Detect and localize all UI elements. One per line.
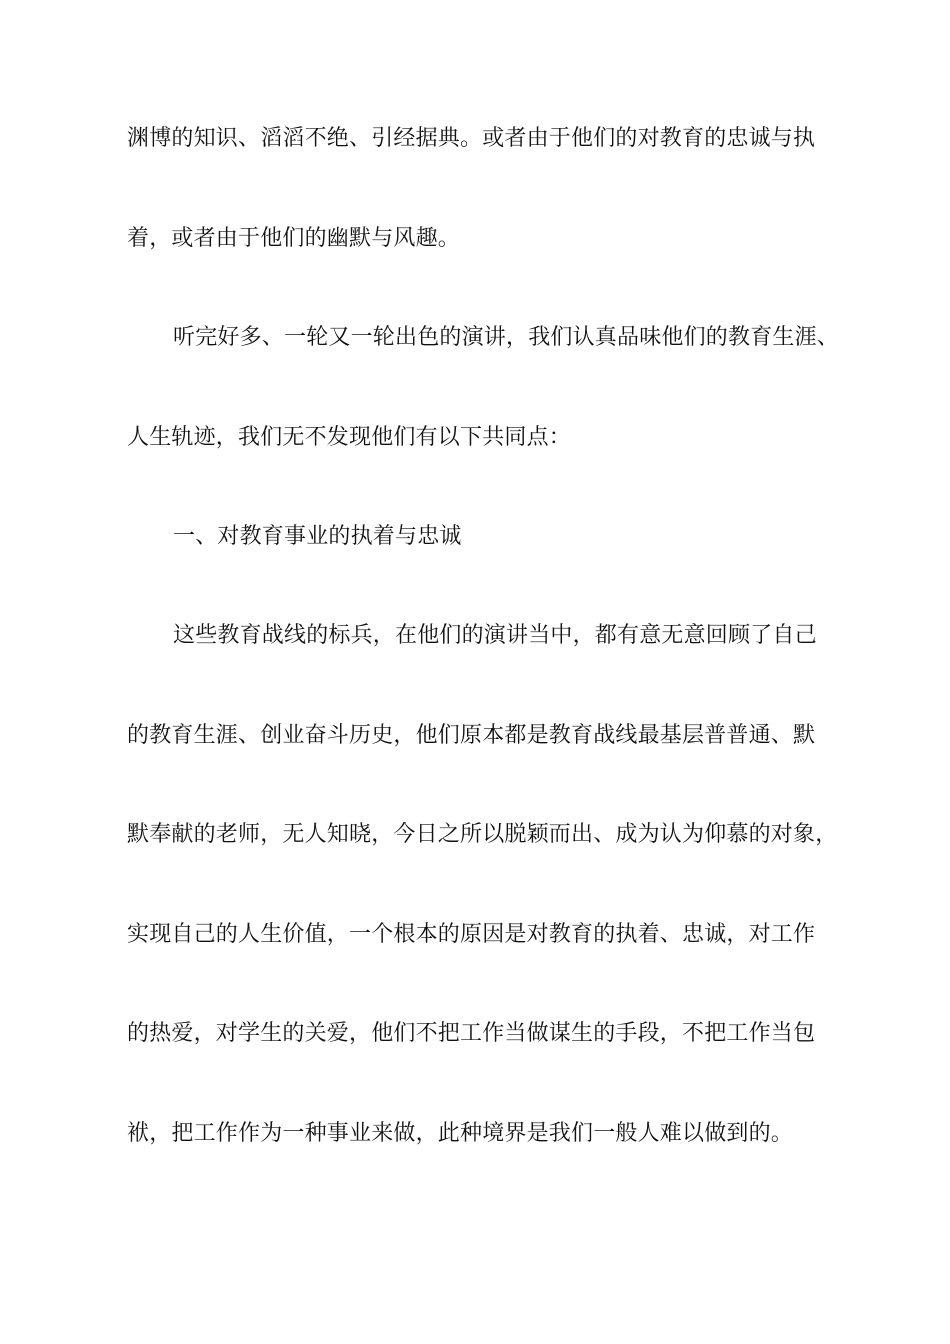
paragraph-line: 着，或者由于他们的幽默与风趣。 xyxy=(127,226,461,251)
paragraph-line: 的热爱，对学生的关爱，他们不把工作当做谋生的手段，不把工作当包 xyxy=(127,1021,816,1046)
paragraph-line: 听完好多、一轮又一轮出色的演讲，我们认真品味他们的教育生涯、 xyxy=(173,325,840,350)
paragraph-line: 实现自己的人生价值，一个根本的原因是对教育的执着、忠诚，对工作 xyxy=(127,922,816,947)
paragraph-line: 这些教育战线的标兵，在他们的演讲当中，都有意无意回顾了自己 xyxy=(173,623,817,648)
paragraph-line: 人生轨迹，我们无不发现他们有以下共同点： xyxy=(127,425,572,450)
paragraph-line: 默奉献的老师，无人知晓，今日之所以脱颖而出、成为认为仰慕的对象， xyxy=(127,822,838,847)
paragraph-line: 袱，把工作作为一种事业来做，此种境界是我们一般人难以做到的。 xyxy=(127,1121,794,1146)
paragraph-line: 渊博的知识、滔滔不绝、引经据典。或者由于他们的对教育的忠诚与执 xyxy=(127,126,816,151)
section-heading: 一、对教育事业的执着与忠诚 xyxy=(173,524,462,549)
paragraph-line: 的教育生涯、创业奋斗历史，他们原本都是教育战线最基层普普通、默 xyxy=(127,723,816,748)
